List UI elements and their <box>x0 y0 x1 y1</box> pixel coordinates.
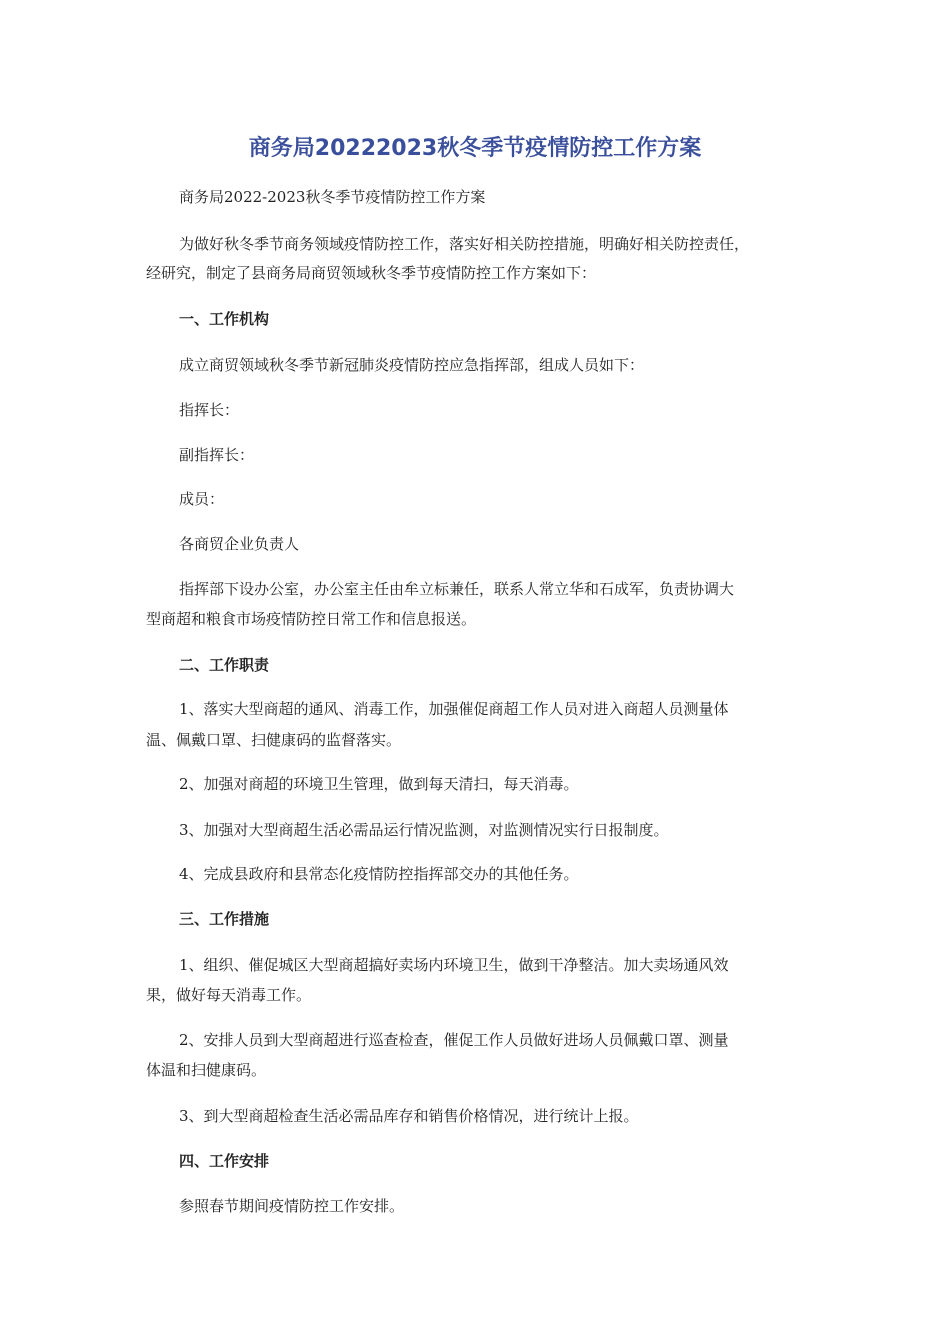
measure-2-line-2: 体温和扫健康码。 <box>146 1061 267 1079</box>
enterprise-heads: 各商贸企业负责人 <box>179 535 300 553</box>
duty-2: 2、加强对商超的环境卫生管理，做到每天清扫，每天消毒。 <box>179 775 579 793</box>
deputy-commander-label: 副指挥长： <box>179 446 255 464</box>
office-line-2: 型商超和粮食市场疫情防控日常工作和信息报送。 <box>146 610 477 628</box>
measure-1-line-2: 果，做好每天消毒工作。 <box>146 986 312 1004</box>
measure-1-line-1: 1、组织、催促城区大型商超搞好卖场内环境卫生，做到干净整洁。加大卖场通风效 <box>179 956 729 974</box>
section-1-paragraph: 成立商贸领域秋冬季节新冠肺炎疫情防控应急指挥部，组成人员如下： <box>179 356 645 374</box>
office-line-1: 指挥部下设办公室，办公室主任由牟立标兼任，联系人常立华和石成军，负责协调大 <box>179 580 735 598</box>
measure-3: 3、到大型商超检查生活必需品库存和销售价格情况，进行统计上报。 <box>179 1107 639 1125</box>
duty-1-line-1: 1、落实大型商超的通风、消毒工作，加强催促商超工作人员对进入商超人员测量体 <box>179 700 729 718</box>
measure-2-line-1: 2、安排人员到大型商超进行巡查检查，催促工作人员做好进场人员佩戴口罩、测量 <box>179 1031 729 1049</box>
members-label: 成员： <box>179 490 225 508</box>
commander-label: 指挥长： <box>179 401 240 419</box>
duty-3: 3、加强对大型商超生活必需品运行情况监测，对监测情况实行日报制度。 <box>179 821 669 839</box>
intro-line-2: 经研究，制定了县商务局商贸领域秋冬季节疫情防控工作方案如下： <box>146 264 597 282</box>
section-3-heading: 三、工作措施 <box>179 910 270 928</box>
intro-line-1: 为做好秋冬季节商务领域疫情防控工作，落实好相关防控措施，明确好相关防控责任， <box>179 235 750 253</box>
subtitle: 商务局2022-2023秋冬季节疫情防控工作方案 <box>179 188 486 206</box>
section-4-heading: 四、工作安排 <box>179 1152 270 1170</box>
duty-1-line-2: 温、佩戴口罩、扫健康码的监督落实。 <box>146 731 402 749</box>
duty-4: 4、完成县政府和县常态化疫情防控指挥部交办的其他任务。 <box>179 865 579 883</box>
document-title: 商务局20222023秋冬季节疫情防控工作方案 <box>248 136 702 161</box>
section-2-heading: 二、工作职责 <box>179 656 270 674</box>
section-1-heading: 一、工作机构 <box>179 310 270 328</box>
arrangement-paragraph: 参照春节期间疫情防控工作安排。 <box>179 1197 405 1215</box>
